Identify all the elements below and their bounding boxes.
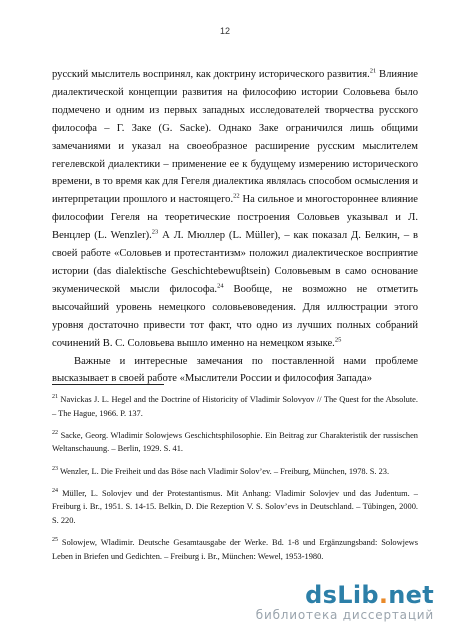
footnote-ref-21[interactable]: 21 [369, 67, 377, 75]
footnote-ref-22[interactable]: 22 [233, 192, 240, 200]
footnote-text: Wenzler, L. Die Freiheit und das Böse nach Vladimir Solov’ev. – Freiburg, München, 1978. S. 23. [58, 466, 390, 476]
footnote-text: Sacke, Georg. Wladimir Solowjews Geschichtsphilosophie. Ein Beitrag zur Charakteristik der russischen Weltanschauung. – Berlin, 1929. S. 41. [52, 430, 418, 454]
footnote-number: 21 [52, 394, 58, 401]
footnote-number: 23 [52, 465, 58, 472]
footnote-text: Müller, L. Solovjev und der Protestantismus. Mit Anhang: Vladimir Solovjev und das Judentum. – Freiburg i. Br., 1951. S. 14-15. Belkin, D. Die Rezeption V. S. Solov’evs in Deutschland. – Tübingen, 2000. S. 220. [52, 488, 418, 525]
footnote-ref-23[interactable]: 23 [151, 228, 159, 236]
footnotes-section [52, 393, 418, 572]
footnote-ref-25[interactable]: 25 [334, 336, 342, 344]
footnote-number: 22 [52, 429, 58, 436]
paragraph-1-part-c: На сильное и многостороннее влияние философии Гегеля на теоретические построения Соловьев указывал и Л. Венцлер (L. Wenzler). [52, 194, 418, 242]
paragraph-1-part-a: русский мыслитель воспринял, как доктрину исторического развития. [52, 69, 370, 80]
footnote-21 [52, 393, 418, 420]
watermark-brand [256, 583, 434, 607]
footnote-23 [52, 465, 418, 479]
footnote-25 [52, 536, 418, 563]
footnote-number: 25 [52, 537, 58, 544]
watermark-tagline: библиотека диссертаций [255, 608, 434, 622]
watermark-brand-name: dsLib [305, 581, 379, 609]
footnote-24 [52, 487, 418, 528]
footnote-22 [52, 429, 418, 456]
paragraph-1 [52, 66, 418, 353]
footnote-text: Solowjew, Wladimir. Deutsche Gesamtausgabe der Werke. Bd. 1-8 und Ergänzungsband: Solowjews Leben in Briefen und Gedichten. – Freiburg i. Br., München: Wewel, 1953-1980. [52, 538, 418, 561]
footnote-number: 24 [52, 487, 58, 494]
body-text [52, 66, 418, 388]
footnote-separator [52, 384, 164, 385]
paragraph-1-part-e: Вообще, не возможно не отметить высочайший уровень немецкого соловьевоведения. Для иллюстрации этого уровня достаточно привести тот факт, что одно из лучших полных собраний сочинений В. С. Соловьева вышло именно на немецком языке. [52, 283, 419, 349]
watermark-logo[interactable] [256, 583, 434, 622]
page-number: 12 [219, 26, 230, 36]
watermark-brand-tld: net [388, 581, 434, 609]
paragraph-1-part-b: Влияние диалектической концепции развития на философию истории Соловьева было подмечено и одним из первых западных исследователей творчества русского философа – Г. Заке (G. Sacke). Однако Заке ограничился лишь общими замечаниями и указал на своеобразное расширение русским мыслителем гегелевской диалектики – применение ее к будущему измерению исторического времени, в то время как для Гегеля диалектика являлась способом осмысления и интерпретации прошлого и настоящего. [52, 69, 418, 206]
footnote-ref-24[interactable]: 24 [217, 282, 224, 290]
footnote-text: Navickas J. L. Hegel and the Doctrine of Historicity of Vladimir Solovyov // The Quest for the Absolute. – The Hague, 1966. P. 137. [52, 395, 418, 418]
paragraph-1-part-d: А Л. Мюллер (L. Müller), – как показал Д. Белкин, – в своей работе «Соловьев и протестантизм» положил диалектическое восприятие истории (das dialektische Geschichtebewuβtsein) Соловьевым в само основание экуменической мысли философа. [52, 230, 418, 295]
paragraph-2: Важные и интересные замечания по поставленной нами проблеме высказывает в своей работе «Мыслители России и философия Запада» [52, 355, 418, 385]
watermark-brand-dot: . [378, 581, 389, 609]
